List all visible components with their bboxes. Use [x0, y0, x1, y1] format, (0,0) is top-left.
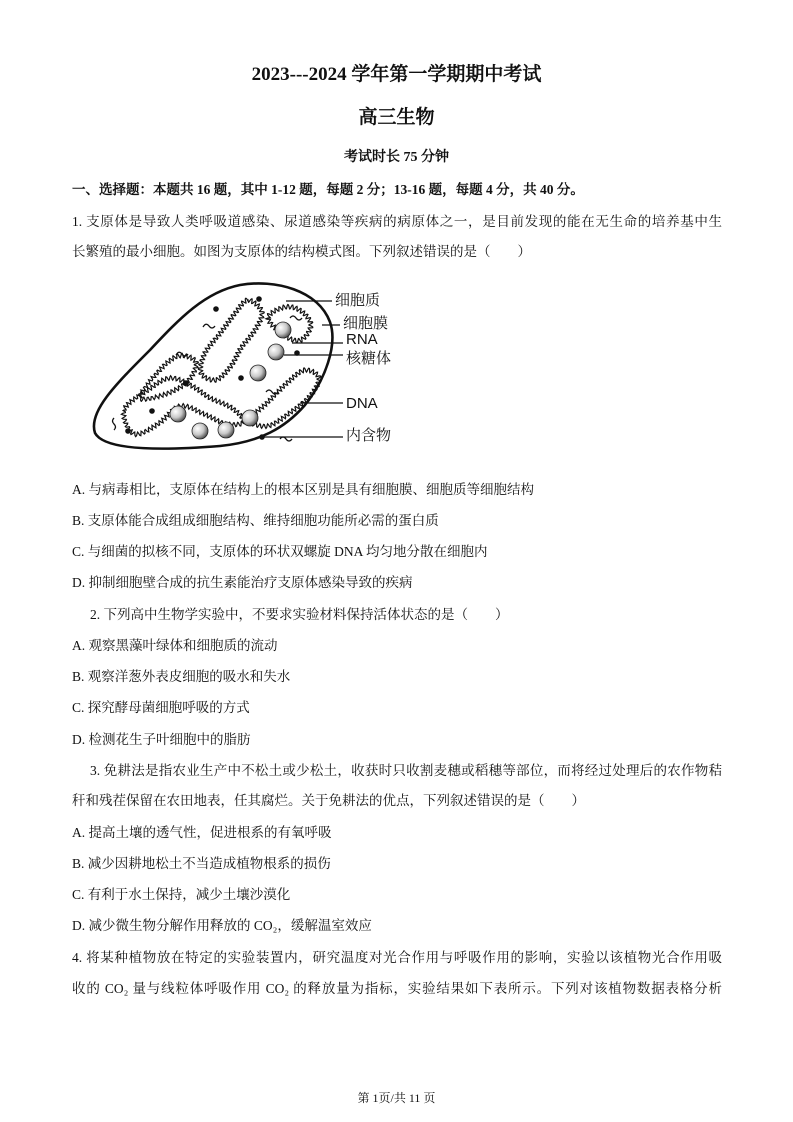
ribosome: [275, 322, 291, 338]
label-dna: DNA: [346, 394, 378, 412]
ribosome: [268, 344, 284, 360]
label-cytoplasm: 细胞质: [335, 291, 381, 309]
ribosome: [242, 410, 258, 426]
question-1-stem-line: 长繁殖的最小细胞。如图为支原体的结构模式图。下列叙述错误的是（ ）: [72, 244, 531, 259]
inclusion-dot: [213, 306, 219, 312]
question-1-stem-line: 1. 支原体是导致人类呼吸道感染、尿道感染等疾病的病原体之一，是目前发现的能在无生命的培养基中生: [72, 214, 722, 229]
label-ribosome: 核糖体: [346, 349, 392, 367]
exam-title: 2023---2024 学年第一学期期中考试: [251, 64, 542, 85]
question-2-option-d: D. 检测花生子叶细胞中的脂肪: [72, 732, 251, 747]
question-2-stem-line: 2. 下列高中生物学实验中，不要求实验材料保持活体状态的是（ ）: [90, 607, 509, 622]
question-3-option-b: B. 减少因耕地松土不当造成植物根系的损伤: [72, 856, 331, 871]
ribosome: [250, 365, 266, 381]
question-2-option-a: A. 观察黑藻叶绿体和细胞质的流动: [72, 638, 278, 653]
question-3-option-c: C. 有利于水土保持，减少土壤沙漠化: [72, 887, 291, 902]
label-membrane: 细胞膜: [343, 314, 389, 332]
page-footer: 第 1页/共 11 页: [357, 1091, 436, 1105]
question-4-stem-line: 收的 CO₂ 量与线粒体呼吸作用 CO₂ 的释放量为指标，实验结果如下表所示。下列对该植物数据表格分析: [72, 981, 722, 996]
subject-title: 高三生物: [358, 107, 435, 128]
inclusion-dot: [125, 428, 131, 434]
section-heading: 一、选择题：本题共 16 题，其中 1-12 题，每题 2 分；13-16 题，每题 4 分，共 40 分。: [72, 182, 584, 197]
label-rna: RNA: [346, 330, 378, 348]
inclusion-dot: [259, 434, 265, 440]
question-3-option-a: A. 提高土壤的透气性，促进根系的有氧呼吸: [72, 825, 332, 840]
ribosome: [170, 406, 186, 422]
inclusion-dot: [149, 408, 155, 414]
question-2-option-c: C. 探究酵母菌细胞呼吸的方式: [72, 700, 250, 715]
question-3-stem-line: 3. 免耕法是指农业生产中不松土或少松土，收获时只收割麦穗或稻穗等部位，而将经过处理后的农作物秸: [90, 763, 722, 778]
exam-duration: 考试时长 75 分钟: [344, 150, 449, 165]
question-1-option-c: C. 与细菌的拟核不同，支原体的环状双螺旋 DNA 均匀地分散在细胞内: [72, 544, 488, 559]
question-1-option-a: A. 与病毒相比，支原体在结构上的根本区别是具有细胞膜、细胞质等细胞结构: [72, 482, 534, 497]
question-3-option-d: D. 减少微生物分解作用释放的 CO₂，缓解温室效应: [72, 918, 372, 933]
label-inclusion: 内含物: [346, 426, 392, 444]
question-3-stem-line: 秆和残茬保留在农田地表，任其腐烂。关于免耕法的优点，下列叙述错误的是（ ）: [72, 793, 585, 808]
question-1-option-d: D. 抑制细胞壁合成的抗生素能治疗支原体感染导致的疾病: [72, 575, 413, 590]
mycoplasma-diagram: [80, 280, 420, 455]
inclusion-dot: [238, 375, 244, 381]
inclusion-dot: [256, 296, 262, 302]
ribosome: [218, 422, 234, 438]
question-4-stem-line: 4. 将某种植物放在特定的实验装置内，研究温度对光合作用与呼吸作用的影响，实验以该植物光合作用吸: [72, 950, 722, 965]
ribosome: [192, 423, 208, 439]
inclusion-dot: [183, 380, 189, 386]
question-1-option-b: B. 支原体能合成组成细胞结构、维持细胞功能所必需的蛋白质: [72, 513, 439, 528]
question-2-option-b: B. 观察洋葱外表皮细胞的吸水和失水: [72, 669, 291, 684]
